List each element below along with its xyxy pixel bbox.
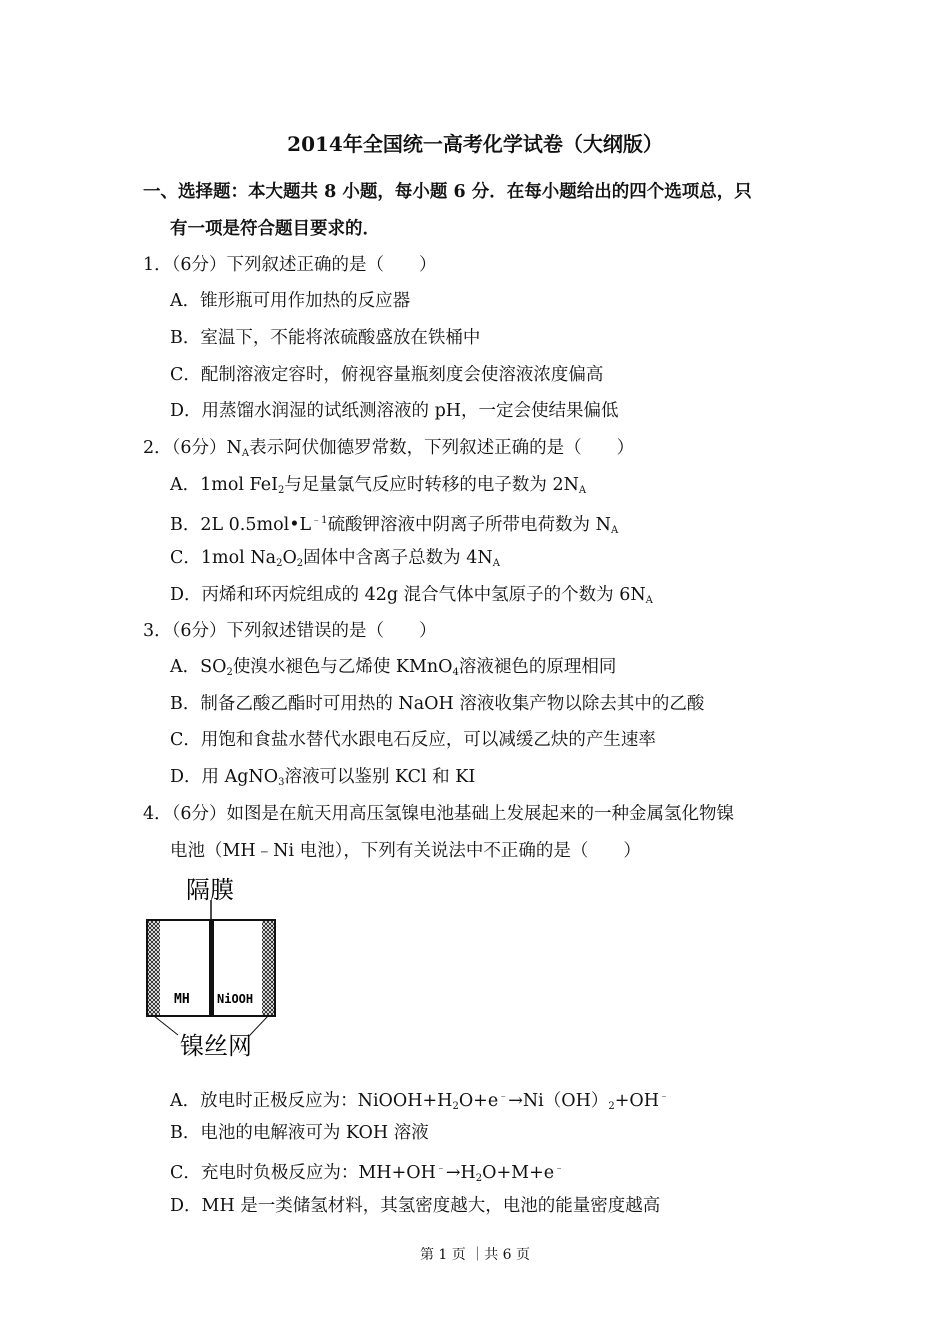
text-segment: C．配制溶液定容时，俯视容量瓶刻度会使溶液浓度偏高 xyxy=(170,365,604,385)
mesh-pointer-left xyxy=(154,1016,178,1035)
text-segment: →Ni（OH） xyxy=(508,1091,609,1111)
subscript: A xyxy=(241,448,250,459)
text-segment: D．用 AgNO xyxy=(170,767,279,787)
membrane-label: 隔膜 xyxy=(186,876,234,904)
text-segment: B．制备乙酸乙酯时可用热的 NaOH 溶液收集产物以除去其中的乙酸 xyxy=(170,694,705,714)
text-segment: D．丙烯和环丙烷组成的 42g 混合气体中氢原子的个数为 6N xyxy=(170,585,646,605)
question-4-option-d xyxy=(170,1195,660,1217)
superscript: ﹣ xyxy=(435,1163,446,1174)
text-segment: 一、选择题：本大题共 8 小题，每小题 6 分．在每小题给出的四个选项总，只 xyxy=(143,182,752,202)
text-segment: O+e xyxy=(458,1091,499,1111)
question-2-option-c xyxy=(170,547,500,575)
text-segment: 固体中含离子总数为 4N xyxy=(303,548,493,568)
mesh-pointer-right xyxy=(250,1016,268,1035)
text-segment: 2014年全国统一高考化学试卷（大纲版） xyxy=(287,132,663,156)
subscript: 2 xyxy=(226,667,233,678)
text-segment: 表示阿伏伽德罗常数，下列叙述正确的是（ ） xyxy=(249,438,635,458)
text-segment: 1．（6分）下列叙述正确的是（ ） xyxy=(143,255,437,275)
subscript: 2 xyxy=(278,485,285,496)
question-1-stem xyxy=(143,254,437,276)
text-segment: 有一项是符合题目要求的． xyxy=(170,219,380,239)
niooh-label: NiOOH xyxy=(217,992,254,1006)
text-segment: D．用蒸馏水润湿的试纸测溶液的 pH，一定会使结果偏低 xyxy=(170,401,619,421)
text-segment: +OH xyxy=(614,1091,660,1111)
question-3-option-a xyxy=(170,656,616,684)
question-3-stem xyxy=(143,620,437,642)
subscript: A xyxy=(610,525,619,536)
section-heading xyxy=(143,181,752,203)
text-segment: A．放电时正极反应为：NiOOH+H xyxy=(170,1091,453,1111)
question-3-option-d xyxy=(170,766,475,794)
subscript: 2 xyxy=(452,1101,459,1112)
question-4-stem-cont xyxy=(170,840,641,862)
text-segment: 溶液可以鉴别 KCl 和 KI xyxy=(284,767,476,787)
subscript: 3 xyxy=(278,777,285,788)
superscript: ﹣ xyxy=(659,1091,670,1102)
document-title xyxy=(0,128,950,157)
subscript: A xyxy=(645,595,653,606)
question-2-option-b xyxy=(170,510,618,542)
battery-diagram xyxy=(140,870,290,1060)
text-segment: 硫酸钾溶液中阴离子所带电荷数为 N xyxy=(327,515,611,535)
question-4-option-c xyxy=(170,1158,564,1190)
text-segment: C．1mol Na xyxy=(170,548,277,568)
question-1-option-a xyxy=(170,290,410,312)
section-heading-cont xyxy=(170,218,380,240)
superscript: ﹣ xyxy=(498,1091,509,1102)
text-segment: O+M+e xyxy=(482,1163,555,1183)
text-segment: A．1mol FeI xyxy=(170,475,279,495)
question-3-option-c xyxy=(170,729,656,751)
subscript: 4 xyxy=(452,667,459,678)
text-segment: O xyxy=(282,548,297,568)
text-segment: 第 1 页 ｜共 6 页 xyxy=(419,1247,531,1263)
question-2-stem xyxy=(143,437,634,465)
text-segment: 与足量氯气反应时转移的电子数为 2N xyxy=(284,475,579,495)
text-segment: B．电池的电解液可为 KOH 溶液 xyxy=(170,1123,429,1143)
question-1-option-b xyxy=(170,327,480,349)
subscript: A xyxy=(492,558,500,569)
text-segment: A．SO xyxy=(170,657,227,677)
text-segment: 电池（MH﹣Ni 电池），下列有关说法中不正确的是（ ） xyxy=(170,841,641,861)
question-1-option-d xyxy=(170,400,619,422)
separator-membrane xyxy=(209,920,214,1016)
question-1-option-c xyxy=(170,364,603,386)
question-4-option-b xyxy=(170,1122,429,1144)
subscript: 2 xyxy=(296,558,304,569)
question-4-stem xyxy=(143,803,734,825)
left-nickel-mesh xyxy=(148,921,160,1015)
question-2-option-d xyxy=(170,584,653,612)
superscript: ﹣1 xyxy=(311,515,328,526)
text-segment: B．2L 0.5mol•L xyxy=(170,515,312,535)
mesh-label: 镍丝网 xyxy=(180,1032,252,1060)
text-segment: D．MH 是一类储氢材料，其氢密度越大，电池的能量密度越高 xyxy=(170,1196,661,1216)
subscript: 2 xyxy=(475,1173,483,1184)
text-segment: 使溴水褪色与乙烯使 KMnO xyxy=(232,657,453,677)
page-footer xyxy=(0,1244,950,1264)
text-segment: 溶液褪色的原理相同 xyxy=(458,657,617,677)
superscript: ﹣ xyxy=(554,1163,565,1174)
right-nickel-mesh xyxy=(262,921,274,1015)
question-3-option-b xyxy=(170,693,704,715)
text-segment: 4．（6分）如图是在航天用高压氢镍电池基础上发展起来的一种金属氢化物镍 xyxy=(143,804,735,824)
text-segment: C．用饱和食盐水替代水跟电石反应，可以减缓乙炔的产生速率 xyxy=(170,730,656,750)
subscript: A xyxy=(578,485,587,496)
text-segment: C．充电时负极反应为：MH+OH xyxy=(170,1163,436,1183)
question-4-option-a xyxy=(170,1086,669,1118)
text-segment: 3．（6分）下列叙述错误的是（ ） xyxy=(143,621,437,641)
text-segment: B．室温下，不能将浓硫酸盛放在铁桶中 xyxy=(170,328,481,348)
question-2-option-a xyxy=(170,474,586,502)
text-segment: →H xyxy=(445,1163,476,1183)
subscript: 2 xyxy=(276,558,283,569)
mh-label: MH xyxy=(174,992,190,1007)
text-segment: 2．（6分）N xyxy=(143,438,242,458)
text-segment: A．锥形瓶可用作加热的反应器 xyxy=(170,291,411,311)
subscript: 2 xyxy=(608,1101,615,1112)
